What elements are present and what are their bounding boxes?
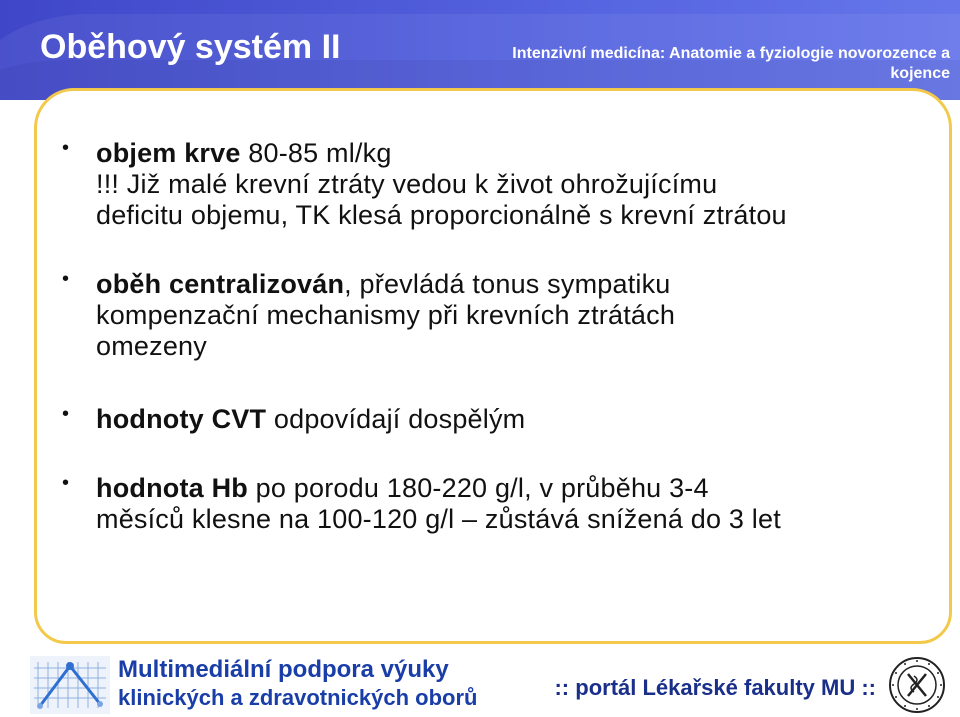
bullet-keyword: oběh centralizován (96, 269, 345, 299)
bullet-keyword: objem krve (96, 138, 241, 168)
university-seal-icon (886, 656, 948, 714)
portal-link[interactable]: :: portál Lékařské fakulty MU :: (554, 675, 876, 700)
bullet-line (96, 504, 940, 535)
footer-title-line2: klinických a zdravotnických oborů (118, 685, 478, 710)
multimedia-logo-icon (30, 656, 110, 714)
bullet-line (96, 473, 940, 504)
bullet-text: odpovídají dospělým (266, 404, 526, 434)
bullet-item (60, 138, 940, 231)
bullet-text: , převládá tonus sympatiku (344, 269, 671, 299)
bullet-item (60, 473, 940, 535)
bullet-line (96, 169, 940, 200)
bullet-line (96, 331, 940, 362)
bullet-line (96, 300, 940, 331)
bullet-dot-icon: • (62, 268, 70, 290)
bullet-text: po porodu 180-220 g/l, v průběhu 3-4 (247, 473, 709, 503)
bullet-text: !!! Již malé krevní ztráty vedou k život ohrožujícímu (96, 169, 718, 199)
bullet-text: kompenzační mechanismy při krevních ztrátách (96, 300, 676, 330)
bullet-keyword: hodnoty CVT (96, 404, 267, 434)
bullet-text: omezeny (96, 331, 207, 361)
footer-title-line1: Multimediální podpora výuky (118, 656, 449, 683)
bullet-list (60, 138, 940, 535)
bullet-keyword: hodnota Hb (96, 473, 248, 503)
course-subtitle: Intenzivní medicína: Anatomie a fyziologie novorozence a kojence (512, 45, 950, 82)
bullet-line (96, 138, 940, 169)
bullet-line (96, 200, 940, 231)
bullet-line (96, 269, 940, 300)
bullet-dot-icon: • (62, 137, 70, 159)
bullet-text: deficitu objemu, TK klesá proporcionálně s krevní ztrátou (96, 200, 787, 230)
bullet-text: 80-85 ml/kg (240, 138, 392, 168)
bullet-dot-icon: • (62, 403, 70, 425)
header-band (0, 0, 960, 100)
bullet-line (96, 404, 940, 435)
bullet-dot-icon: • (62, 472, 70, 494)
bullet-item (60, 269, 940, 362)
bullet-text: měsíců klesne na 100-120 g/l – zůstává snížená do 3 let (96, 504, 781, 534)
bullet-item (60, 404, 940, 435)
slide-title: Oběhový systém II (40, 28, 341, 66)
